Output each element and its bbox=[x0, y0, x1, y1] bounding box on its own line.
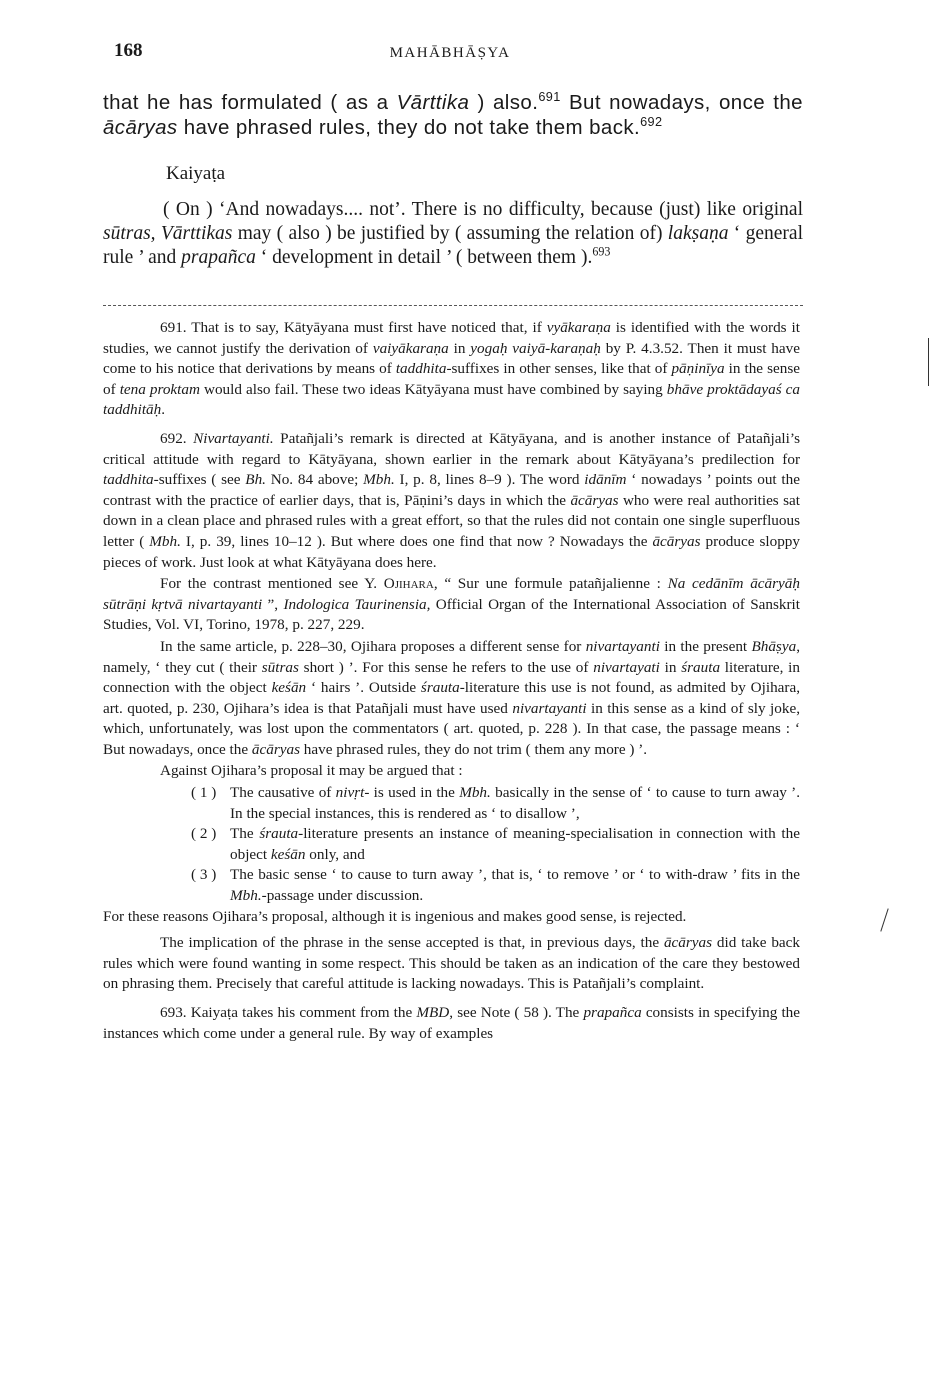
footnotes bbox=[103, 318, 800, 1052]
text-span: literature, in connection with the object bbox=[103, 658, 800, 697]
italic-text: Vārttika bbox=[396, 91, 470, 114]
text-span: that he has formulated ( as a bbox=[103, 91, 397, 114]
text-span: in bbox=[448, 339, 471, 357]
text-span: may ( also ) be justified by ( assuming the relation of) bbox=[232, 223, 668, 244]
italic-text: śrauta bbox=[681, 658, 721, 676]
text-span: short ) ’. For this sense he refers to the use of bbox=[298, 658, 594, 676]
italic-text: lakṣaṇa bbox=[667, 223, 729, 244]
text-span: , “ Sur une formule patañjalienne : bbox=[433, 575, 668, 593]
text-span: In the same article, p. 228–30, Ojihara proposes a different sense for bbox=[160, 637, 586, 655]
footnote-divider bbox=[103, 305, 803, 306]
italic-text: Mbh. bbox=[149, 532, 181, 550]
footnote-692-ojihara bbox=[103, 637, 800, 761]
text-span: by P. 4.3.52. Then it must have come to his notice that derivations by means of bbox=[103, 339, 800, 378]
italic-text: Na cedānīm ācāryāḥ sūtrāṇi kṛtvā nivartayanti bbox=[103, 575, 800, 613]
text-span: The bbox=[230, 825, 260, 843]
text-span: in the sense of bbox=[103, 360, 800, 398]
text-span: , see Note ( 58 ). The bbox=[449, 1004, 584, 1021]
footnote-692-against: Against Ojihara’s proposal it may be argued that : bbox=[160, 762, 463, 780]
italic-text: tena proktam bbox=[119, 380, 200, 398]
footnote-692 bbox=[103, 429, 800, 573]
text-span: -suffixes ( see bbox=[153, 471, 246, 489]
text-span: Official Organ of the International Association of Sanskrit Studies, Vol. VI, Torino, 1978, p. 227, 229. bbox=[103, 595, 800, 634]
italic-text: pāṇinīya bbox=[671, 360, 725, 378]
italic-text: śrauta bbox=[259, 825, 299, 843]
italic-text: idānīm bbox=[584, 471, 627, 489]
text-span: ) also. bbox=[469, 91, 539, 114]
running-title: MAHĀBHĀṢYA bbox=[389, 45, 511, 61]
italic-text: ācāryas bbox=[103, 116, 178, 139]
text-span: ‘ hairs ’. Outside bbox=[306, 679, 421, 697]
text-span: did take back rules which were found wanting in some respect. This should be taken as an indication of the care they bestowed on phrasing them. Precisely that careful attitude is lacking nowadays. This is Patañjali’s complaint. bbox=[103, 934, 801, 993]
text-span: produce sloppy pieces of work. Just look at what Kātyāyana does here. bbox=[103, 532, 800, 571]
italic-text: keśān bbox=[271, 679, 307, 697]
footnote-ref-692: 692 bbox=[640, 114, 663, 130]
italic-text: śrauta bbox=[420, 679, 460, 697]
text-span bbox=[103, 198, 803, 270]
page-header bbox=[100, 40, 800, 70]
text-span: I, p. 39, lines 10–12 ). But where does one find that now ? Nowadays the bbox=[180, 532, 653, 550]
text-span: in bbox=[659, 658, 682, 676]
text-span: The basic sense ‘ to cause to turn away ’, that is, ‘ to remove ’ or ‘ to with-draw ’ fits in the bbox=[230, 866, 800, 884]
italic-text: yogaḥ vaiyā-karaṇaḥ bbox=[470, 339, 601, 357]
argument-list bbox=[103, 783, 800, 907]
italic-text: bhāve proktādayaś ca taddhitāḥ bbox=[103, 380, 800, 419]
text-span: -literature this use is not found, as admited by Ojihara, art. quoted, p. 230, Ojihara’s idea is that Patañjali must have used bbox=[103, 679, 801, 717]
text-span: 692. bbox=[160, 429, 194, 447]
italic-text: ācāryas bbox=[251, 740, 300, 758]
italic-text: nivṛt- bbox=[335, 784, 370, 802]
text-span: 693. Kaiyaṭa takes his comment from the bbox=[160, 1004, 417, 1021]
margin-mark bbox=[928, 338, 929, 386]
text-span: is used in the bbox=[369, 784, 460, 802]
text-span: ‘ development in detail ’ ( between them ). bbox=[255, 247, 593, 268]
text-span: Ojihara bbox=[383, 575, 434, 593]
italic-text: Nivartayanti. bbox=[193, 429, 274, 447]
text-span: ( On ) ‘And nowadays.... not’. There is no difficulty, because (just) like original bbox=[163, 199, 803, 220]
italic-text: sūtras, Vārttikas bbox=[103, 223, 233, 244]
main-paragraph-1 bbox=[103, 90, 803, 140]
text-span: -passage under discussion. bbox=[261, 887, 424, 905]
text-span: No. 84 above; bbox=[265, 471, 364, 489]
footnote-692-contrast bbox=[103, 574, 800, 636]
italic-text: ācāryas bbox=[570, 491, 619, 509]
text-span: The implication of the phrase in the sense accepted is that, in previous days, the bbox=[160, 934, 664, 952]
text-span: -literature presents an instance of meaning-specialisation in connection with the object bbox=[230, 825, 800, 863]
page-number: 168 bbox=[114, 40, 143, 61]
italic-text: prapañca bbox=[181, 247, 256, 268]
text-span: who were real authorities sat down in a clean place and phrased rules with a great effort, so that the rules did not contain one single superfluous letter ( bbox=[103, 491, 800, 550]
italic-text: taddhita bbox=[395, 360, 447, 378]
italic-text: Mbh. bbox=[230, 887, 262, 905]
footnote-691 bbox=[103, 318, 800, 421]
text-span: The causative of bbox=[230, 784, 336, 802]
text-span: in the present bbox=[659, 637, 752, 655]
text-span: basically in the sense of ‘ to cause to turn away ’. In the special instances, this is rendered as ‘ to disallow ’, bbox=[230, 784, 800, 822]
italic-text: Bh. bbox=[245, 471, 266, 489]
italic-text: Mbh. bbox=[363, 471, 395, 489]
italic-text: nivartayati bbox=[593, 658, 660, 676]
text-span: have phrased rules, they do not take them back. bbox=[177, 116, 641, 139]
italic-text: sūtras bbox=[261, 658, 299, 676]
list-item bbox=[103, 865, 800, 906]
italic-text: nivartayanti bbox=[512, 699, 587, 717]
text-span: ‘ general rule ’ and bbox=[103, 223, 803, 268]
footnote-692-implication bbox=[103, 933, 800, 995]
text-span: in this sense as a kind of sly joke, which, unfortunately, was lost upon the commentators ( art. quoted, p. 228 ). In that case, the passage means : ‘ But nowadays, once the bbox=[103, 699, 800, 758]
text-span: would also fail. These two ideas Kātyāyana must have combined by saying bbox=[199, 380, 667, 398]
italic-text: ācāryas bbox=[663, 934, 713, 952]
italic-text: ācāryas bbox=[652, 532, 701, 550]
text-span: is identified with the words it studies, we cannot justify the derivation of bbox=[103, 319, 800, 357]
text-span: ”, bbox=[262, 595, 284, 613]
text-span: ( 3 ) bbox=[191, 866, 217, 884]
italic-text: taddhita bbox=[103, 471, 154, 489]
footnote-693 bbox=[103, 1003, 800, 1044]
text-span: ‘ nowadays ’ points out the contrast with the practice of earlier days, that is, Pāṇini’s days in which the bbox=[103, 471, 800, 509]
text-span: ( 2 ) bbox=[191, 825, 217, 843]
italic-text: vaiyākaraṇa bbox=[372, 339, 449, 357]
text-span: For the contrast mentioned see Y. bbox=[160, 575, 384, 593]
text-span: Patañjali’s remark is directed at Kātyāyana, and is another instance of Patañjali’s critical attitude with regard to Kātyāyana, shown earlier in the remark about Kātyāyana’s predilection for bbox=[103, 429, 800, 468]
italic-text: Mbh. bbox=[459, 784, 491, 802]
text-span: -suffixes in other senses, like that of bbox=[446, 360, 672, 378]
italic-text: keśān bbox=[270, 845, 306, 863]
margin-mark bbox=[880, 908, 888, 931]
list-item bbox=[103, 783, 800, 824]
footnote-ref-691: 691 bbox=[538, 89, 561, 105]
italic-text: prapañca bbox=[583, 1004, 642, 1021]
footnote-ref-693: 693 bbox=[592, 244, 611, 259]
text-span: 691. That is to say, Kātyāyana must first have noticed that, if bbox=[160, 319, 547, 336]
text-span: I, p. 8, lines 8–9 ). The word bbox=[394, 471, 585, 489]
text-span: But nowadays, once the bbox=[560, 91, 803, 114]
text-span: only, and bbox=[305, 845, 365, 863]
text-span: have phrased rules, they do not trim ( them any more ) ’. bbox=[299, 740, 648, 758]
footnote-692-conclusion: For these reasons Ojihara’s proposal, although it is ingenious and makes good sense, is rejected. bbox=[103, 907, 687, 925]
italic-text: nivartayanti bbox=[585, 637, 660, 655]
text-span: consists in specifying the instances which come under a general rule. By way of examples bbox=[103, 1004, 800, 1042]
main-paragraph-2 bbox=[103, 198, 803, 270]
text-span: , namely, ‘ they cut ( their bbox=[103, 637, 800, 676]
italic-text: MBD bbox=[416, 1004, 450, 1021]
list-item bbox=[103, 824, 800, 865]
section-heading-kaiyata: Kaiyaṭa bbox=[166, 163, 226, 184]
text-span: . bbox=[161, 401, 166, 419]
text-span: ( 1 ) bbox=[191, 784, 217, 802]
italic-text: Indologica Taurinensia, bbox=[283, 595, 431, 613]
italic-text: vyākaraṇa bbox=[546, 319, 611, 336]
italic-text: Bhāṣya bbox=[751, 637, 797, 655]
text-span bbox=[103, 90, 803, 140]
